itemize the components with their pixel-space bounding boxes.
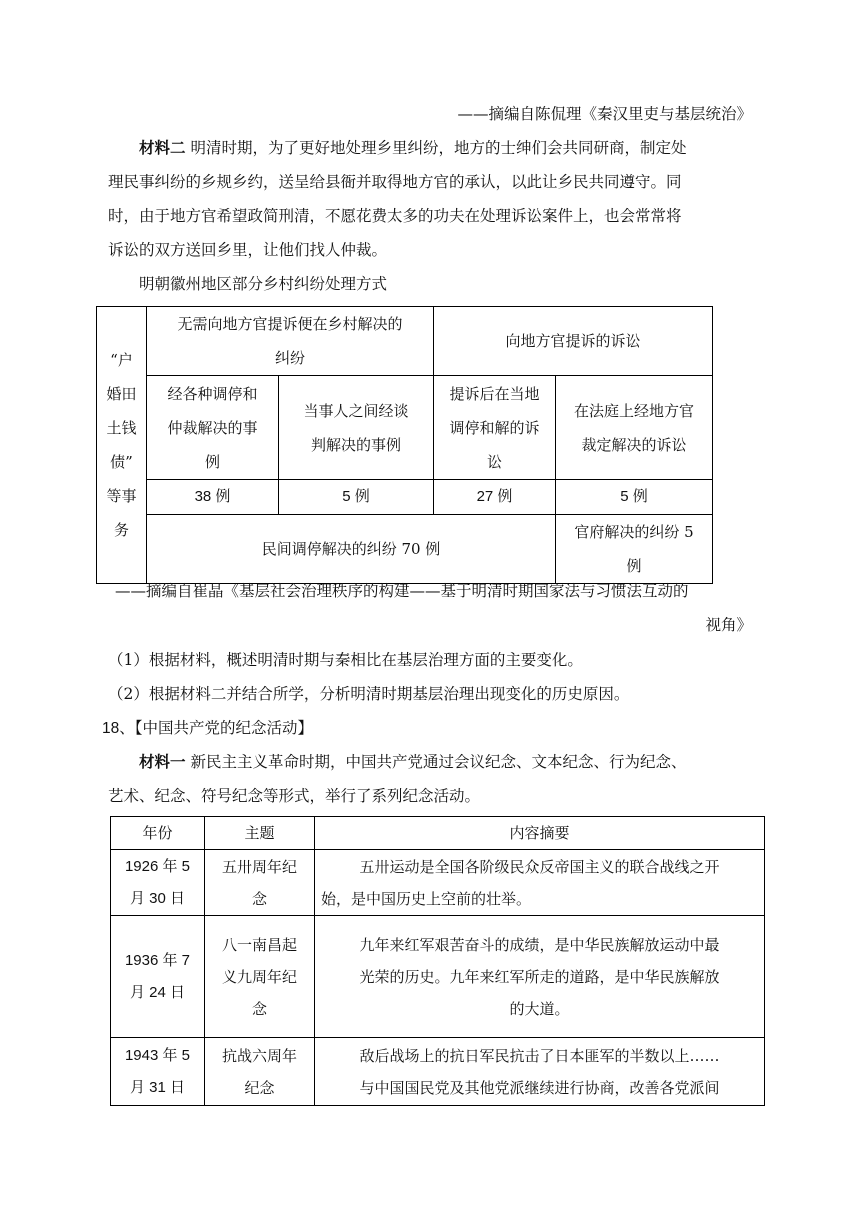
content-cell (315, 850, 765, 916)
year-line: 1926 年 5 (124, 857, 191, 875)
group-a-header (147, 307, 434, 376)
row-label-line: 婚田 (106, 385, 137, 403)
sub4-line: 裁定解决的诉讼 (581, 435, 687, 454)
theme-cell (205, 850, 315, 916)
total-b (556, 515, 713, 584)
q18-number: 18、 (102, 720, 135, 737)
sub3-line: 提诉后在当地 (449, 384, 540, 403)
material2-line-3: 时，由于地方官希望政简刑清，不愿花费太多的功夫在处理诉讼案件上，也会常常将 (108, 207, 682, 225)
year-line: 1936 年 7 (124, 951, 191, 969)
year-cell (111, 916, 205, 1038)
q18-material1-text-1: 新民主主义革命时期，中国共产党通过会议纪念、文本纪念、行为纪念、 (190, 753, 687, 771)
sub2-line: 当事人之间经谈 (303, 401, 409, 420)
year-cell (111, 1038, 205, 1106)
sub1-line: 经各种调停和 (167, 384, 258, 403)
theme-line: 义九周年纪 (221, 967, 297, 986)
material2-line-1 (139, 137, 686, 159)
theme-line: 念 (251, 999, 267, 1018)
sub3-line: 讼 (487, 452, 503, 471)
theme-line: 五卅周年纪 (221, 857, 297, 876)
table-row (111, 916, 765, 1038)
row-label-line: 债” (110, 453, 133, 471)
q18-heading (102, 717, 313, 740)
row-label-line: 土钱 (106, 419, 137, 437)
q18-material1-label: 材料一 (139, 752, 186, 771)
content-line: 五卅运动是全国各阶级民众反帝国主义的联合战线之开 (359, 857, 720, 876)
commemoration-table (110, 816, 765, 1106)
material2-label: 材料二 (139, 138, 186, 157)
row-label-line: “户 (110, 351, 133, 369)
year-line: 月 24 日 (129, 983, 186, 1001)
year-cell (111, 850, 205, 916)
theme-cell (205, 1038, 315, 1106)
count-2: 5 例 (279, 480, 434, 515)
theme-line: 八一南昌起 (221, 935, 297, 954)
header-theme: 主题 (205, 817, 315, 850)
content-line: 敌后战场上的抗日军民抗击了日本匪军的半数以上…… (359, 1046, 720, 1065)
total-b-line: 官府解决的纠纷 5 (574, 523, 694, 541)
sub3-line: 调停和解的诉 (449, 418, 540, 437)
dispute-table (96, 306, 713, 584)
theme-line: 念 (251, 889, 267, 908)
source-citation-2: ——摘编自崔晶《基层社会治理秩序的构建——基于明清时期国家法与习惯法互动的 (115, 582, 689, 600)
sub1-line: 仲裁解决的事 (167, 418, 258, 437)
sub-header-2 (279, 376, 434, 480)
year-line: 1943 年 5 (124, 1046, 191, 1064)
table-row (111, 850, 765, 916)
theme-cell (205, 916, 315, 1038)
year-line: 月 30 日 (129, 889, 186, 907)
row-label-line: 务 (113, 521, 129, 539)
content-line: 光荣的历史。九年来红军所走的道路，是中华民族解放 (359, 967, 720, 986)
year-line: 月 31 日 (129, 1078, 186, 1096)
row-label-cell (97, 307, 147, 584)
material2-line-4: 诉讼的双方送回乡里，让他们找人仲裁。 (108, 241, 388, 259)
source-citation-1: ——摘编自陈侃理《秦汉里吏与基层统治》 (457, 105, 752, 123)
sub4-line: 在法庭上经地方官 (574, 401, 695, 420)
header-year: 年份 (111, 817, 205, 850)
table1-caption: 明朝徽州地区部分乡村纠纷处理方式 (139, 275, 388, 293)
sub-header-4 (556, 376, 713, 480)
sub1-line: 例 (204, 452, 220, 471)
content-line: 的大道。 (509, 999, 570, 1018)
source-citation-2-cont: 视角》 (705, 616, 752, 634)
group-b-header: 向地方官提诉的诉讼 (434, 307, 713, 376)
content-line: 始，是中国历史上空前的壮举。 (321, 889, 532, 908)
question-1: （1）根据材料，概述明清时期与秦相比在基层治理方面的主要变化。 (108, 651, 583, 669)
total-a: 民间调停解决的纠纷 70 例 (147, 515, 556, 584)
header-content: 内容摘要 (315, 817, 765, 850)
count-1: 38 例 (147, 480, 279, 515)
theme-line: 抗战六周年 (221, 1046, 297, 1065)
q18-material1-line-2: 艺术、纪念、符号纪念等形式，举行了系列纪念活动。 (108, 787, 481, 805)
q18-title: 【中国共产党的纪念活动】 (134, 719, 314, 737)
content-line: 九年来红军艰苦奋斗的成绩，是中华民族解放运动中最 (359, 935, 720, 954)
count-3: 27 例 (434, 480, 556, 515)
table-row (111, 1038, 765, 1106)
group-a-line: 纠纷 (275, 349, 306, 367)
content-line: 与中国国民党及其他党派继续进行协商，改善各党派间 (359, 1078, 720, 1097)
sub2-line: 判解决的事例 (311, 435, 402, 454)
group-a-line: 无需向地方官提诉便在乡村解决的 (177, 315, 403, 333)
material2-line-2: 理民事纠纷的乡规乡约，送呈给县衙并取得地方官的承认，以此让乡民共同遵守。同 (108, 173, 682, 191)
question-2: （2）根据材料二并结合所学，分析明清时期基层治理出现变化的历史原因。 (108, 685, 630, 703)
total-b-line: 例 (626, 557, 642, 575)
sub-header-1 (147, 376, 279, 480)
theme-line: 纪念 (244, 1078, 275, 1097)
row-label-line: 等事 (106, 487, 137, 505)
q18-material1-line-1 (139, 751, 686, 773)
content-cell (315, 916, 765, 1038)
sub-header-3 (434, 376, 556, 480)
content-cell (315, 1038, 765, 1106)
count-4: 5 例 (556, 480, 713, 515)
material2-text-1: 明清时期，为了更好地处理乡里纠纷，地方的士绅们会共同研商，制定处 (190, 139, 687, 157)
